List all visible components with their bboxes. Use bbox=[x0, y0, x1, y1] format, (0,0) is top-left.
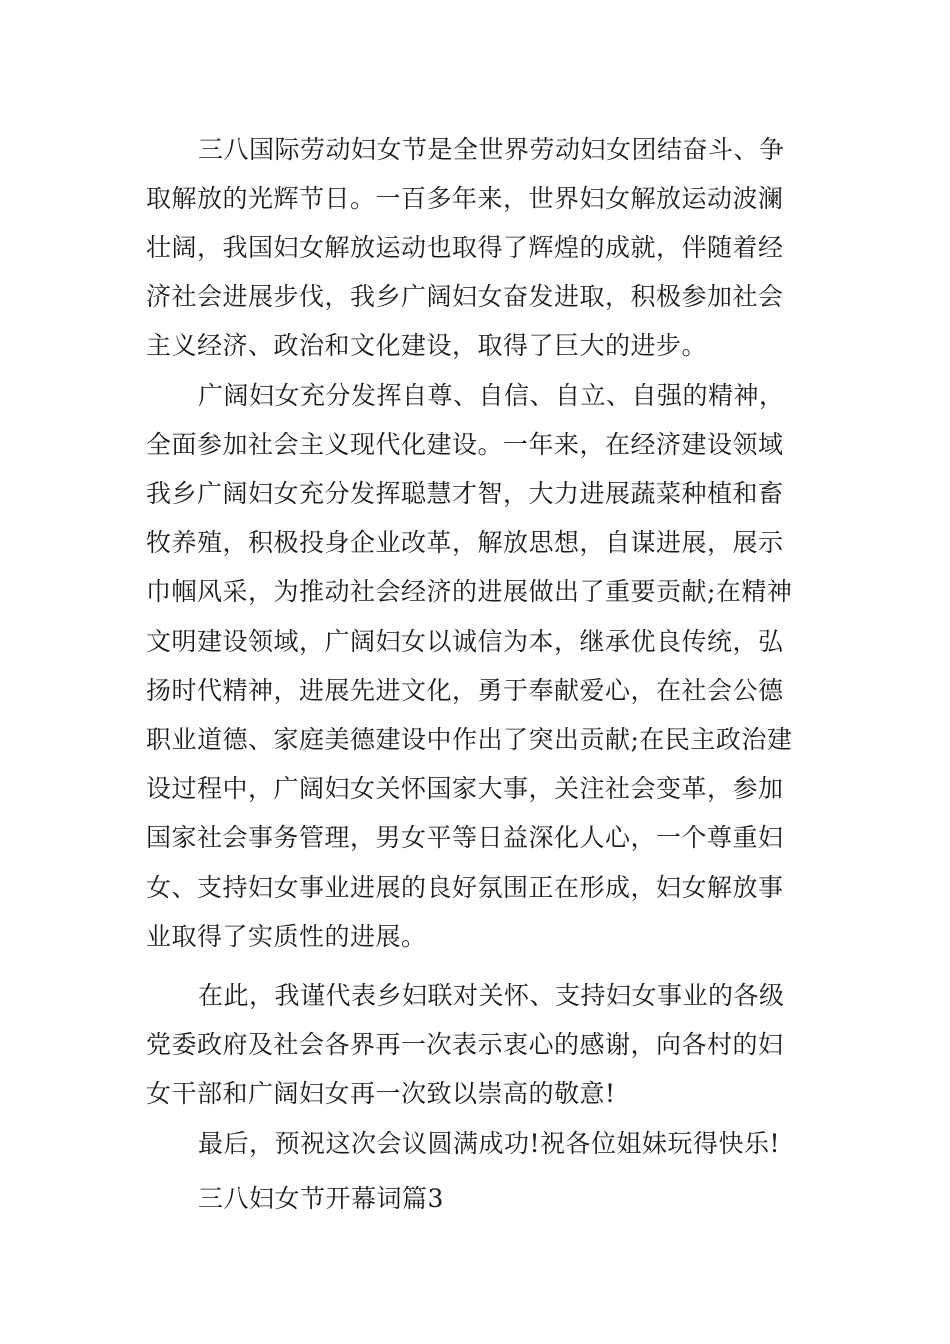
paragraph-1-line-2: 取解放的光辉节日。一百多年来，世界妇女解放运动波澜 bbox=[146, 184, 784, 213]
paragraph-1-line-3: 壮阔，我国妇女解放运动也取得了辉煌的成就，伴随着经 bbox=[146, 233, 784, 262]
paragraph-2-line-9: 设过程中，广阔妇女关怀国家大事，关注社会变革，参加 bbox=[146, 774, 784, 803]
paragraph-2-line-4: 牧养殖，积极投身企业改革，解放思想，自谋进展，展示 bbox=[146, 528, 784, 557]
paragraph-2-line-11: 女、支持妇女事业进展的良好氛围正在形成，妇女解放事 bbox=[146, 873, 784, 902]
paragraph-2-line-6: 文明建设领域，广阔妇女以诚信为本，继承优良传统，弘 bbox=[146, 627, 784, 656]
paragraph-2-line-7: 扬时代精神，进展先进文化，勇于奉献爱心，在社会公德 bbox=[146, 676, 784, 705]
paragraph-2-line-1: 广阔妇女充分发挥自尊、自信、自立、自强的精神， bbox=[198, 381, 785, 410]
paragraph-3-line-3: 女干部和广阔妇女再一次致以崇高的敬意! bbox=[146, 1079, 616, 1108]
paragraph-1-line-1: 三八国际劳动妇女节是全世界劳动妇女团结奋斗、争 bbox=[198, 135, 785, 164]
paragraph-2-line-2: 全面参加社会主义现代化建设。一年来，在经济建设领域 bbox=[146, 430, 784, 459]
paragraph-2-line-8: 职业道德、家庭美德建设中作出了突出贡献;在民主政治建 bbox=[146, 725, 793, 754]
paragraph-2-line-3: 我乡广阔妇女充分发挥聪慧才智，大力进展蔬菜种植和畜 bbox=[146, 479, 784, 508]
paragraph-1-line-5: 主义经济、政治和文化建设，取得了巨大的进步。 bbox=[146, 331, 708, 360]
paragraph-1-line-4: 济社会进展步伐，我乡广阔妇女奋发进取，积极参加社会 bbox=[146, 282, 784, 311]
paragraph-2-line-10: 国家社会事务管理，男女平等日益深化人心，一个尊重妇 bbox=[146, 823, 784, 852]
paragraph-2-line-5: 巾帼风采，为推动社会经济的进展做出了重要贡献;在精神 bbox=[146, 577, 793, 606]
paragraph-3-line-2: 党委政府及社会各界再一次表示衷心的感谢，向各村的妇 bbox=[146, 1030, 784, 1059]
paragraph-4-line-1: 最后，预祝这次会议圆满成功!祝各位姐妹玩得快乐! bbox=[198, 1129, 781, 1158]
paragraph-2-line-12: 业取得了实质性的进展。 bbox=[146, 922, 427, 951]
paragraph-3-line-1: 在此，我谨代表乡妇联对关怀、支持妇女事业的各级 bbox=[198, 981, 785, 1010]
section-heading: 三八妇女节开幕词篇3 bbox=[198, 1184, 444, 1213]
